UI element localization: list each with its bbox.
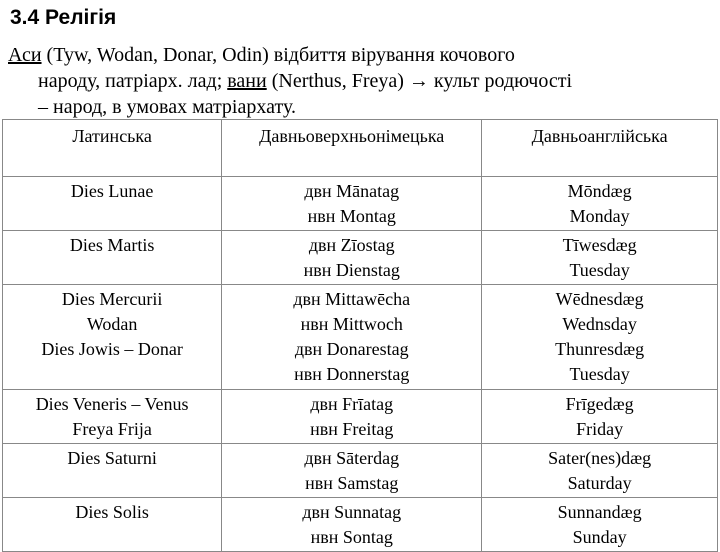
- table-cell-lat: [3, 285, 222, 390]
- cell-line: двн Sunnatag: [302, 502, 402, 522]
- cell-line: Frīgedæg: [565, 394, 634, 414]
- cell-line: Sunnandæg: [557, 502, 642, 522]
- cell-line: нвн Montag: [307, 206, 396, 226]
- table-cell-ohg: [222, 390, 482, 444]
- cell-line: двн Mānatag: [304, 181, 400, 201]
- table-cell-oe: [482, 285, 718, 390]
- table-cell-ohg: [222, 177, 482, 231]
- header-old-english: Давньоанглійська: [482, 120, 718, 177]
- cell-line: Dies Veneris – Venus: [35, 394, 189, 414]
- intro-line-1: [8, 42, 708, 68]
- cell-line: Sater(nes)dæg: [548, 448, 652, 468]
- weekday-table: [2, 119, 718, 552]
- table-row: [3, 285, 718, 390]
- intro-text-2a: народу, патріарх. лад;: [38, 70, 228, 92]
- cell-line: нвн Dienstag: [303, 260, 400, 280]
- table-cell-lat: [3, 498, 222, 552]
- cell-line: Monday: [569, 206, 630, 226]
- cell-line: нвн Donnerstag: [294, 364, 410, 384]
- cell-line: Thunresdæg: [555, 339, 645, 359]
- table-cell-lat: [3, 444, 222, 498]
- table-row: [3, 177, 718, 231]
- cell-line: двн Mittawēcha: [293, 289, 411, 309]
- table-header-row: [3, 120, 718, 177]
- cell-line: Wednsday: [562, 314, 637, 334]
- cell-line: Wodan: [86, 314, 138, 334]
- cell-line: Sunday: [572, 527, 627, 547]
- cell-line: двн Donarestag: [294, 339, 409, 359]
- intro-line-3: – народ, в умовах матріархату.: [38, 96, 296, 118]
- cell-line: двн Zīostag: [308, 235, 395, 255]
- cell-line: Tīwesdæg: [562, 235, 637, 255]
- term-vany: вани: [227, 70, 267, 92]
- table-body: [3, 177, 718, 552]
- table-cell-ohg: [222, 231, 482, 285]
- cell-line: Tuesday: [569, 364, 630, 384]
- table-cell-ohg: [222, 444, 482, 498]
- term-asy: Аси: [8, 44, 42, 66]
- cell-line: Mōndæg: [567, 181, 632, 201]
- intro-text-1: (Tyw, Wodan, Donar, Odin) відбиття вірування кочового: [41, 44, 515, 66]
- table-cell-lat: [3, 390, 222, 444]
- cell-line: Dies Mercurii: [61, 289, 163, 309]
- intro-paragraph: [8, 42, 708, 120]
- table-cell-oe: [482, 390, 718, 444]
- table-row: [3, 444, 718, 498]
- cell-line: Saturday: [567, 473, 632, 493]
- table-cell-oe: [482, 444, 718, 498]
- table-cell-lat: [3, 177, 222, 231]
- cell-line: Wēdnesdæg: [555, 289, 644, 309]
- intro-text-2b: (Nerthus, Freya) → культ родючості: [266, 70, 573, 92]
- table-cell-oe: [482, 177, 718, 231]
- table-cell-oe: [482, 231, 718, 285]
- cell-line: Dies Saturni: [67, 448, 157, 468]
- cell-line: Freya Frija: [72, 419, 152, 439]
- table-row: [3, 231, 718, 285]
- intro-line-2: [8, 68, 708, 94]
- cell-line: двн Frīatag: [310, 394, 394, 414]
- page-title: 3.4 Релігія: [10, 6, 117, 29]
- cell-line: Dies Solis: [75, 502, 149, 522]
- cell-line: Dies Lunae: [70, 181, 154, 201]
- cell-line: Tuesday: [569, 260, 630, 280]
- cell-line: Dies Martis: [69, 235, 155, 255]
- cell-line: нвн Samstag: [305, 473, 399, 493]
- cell-line: двн Sāterdag: [304, 448, 400, 468]
- cell-line: Dies Jowis – Donar: [41, 339, 183, 359]
- cell-line: Friday: [576, 419, 624, 439]
- table-cell-oe: [482, 498, 718, 552]
- table-cell-lat: [3, 231, 222, 285]
- table-cell-ohg: [222, 498, 482, 552]
- header-latin: Латинська: [3, 120, 222, 177]
- table-cell-ohg: [222, 285, 482, 390]
- table-row: [3, 498, 718, 552]
- header-old-high-german: Давньоверхньонімецька: [222, 120, 482, 177]
- cell-line: нвн Mittwoch: [300, 314, 403, 334]
- table-row: [3, 390, 718, 444]
- cell-line: нвн Freitag: [310, 419, 394, 439]
- cell-line: нвн Sontag: [310, 527, 393, 547]
